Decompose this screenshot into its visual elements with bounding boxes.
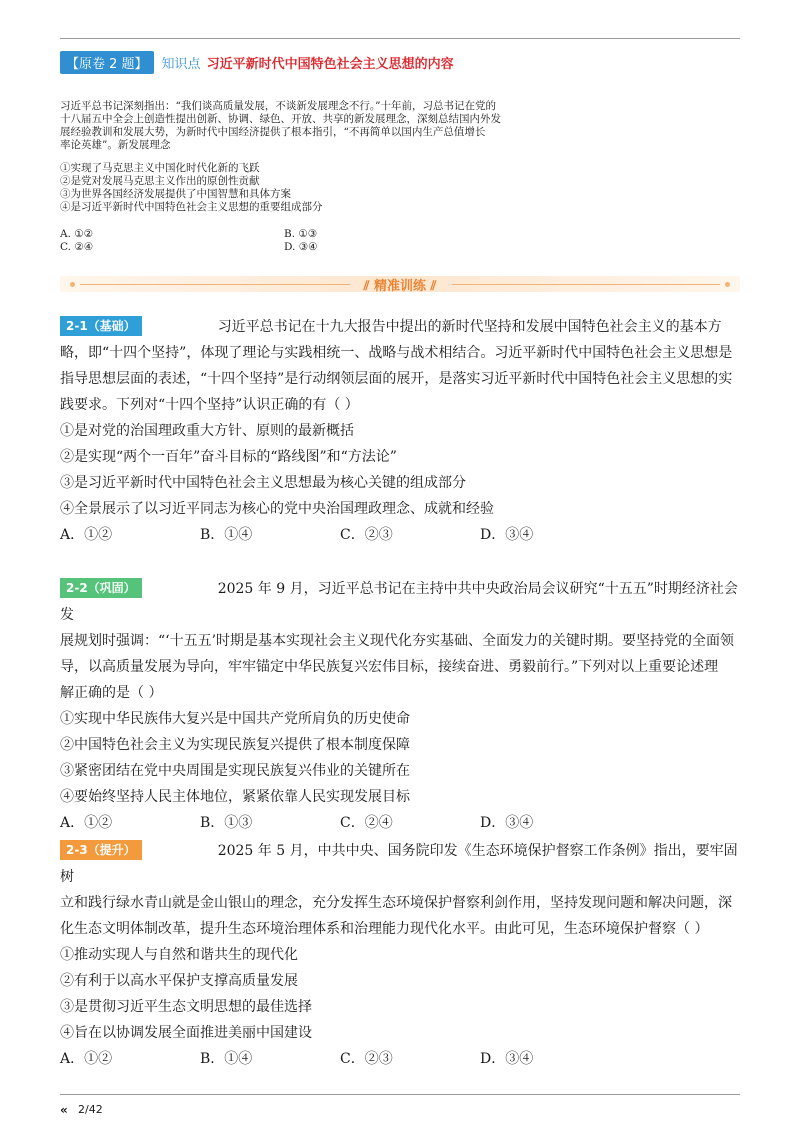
stem-line: 践要求。下列对“十四个坚持”认识正确的有（ ） — [60, 397, 359, 413]
choice-a[interactable]: A．①② — [60, 1051, 113, 1067]
question-badge: 2-2（巩固） — [60, 578, 142, 598]
stem-line: 略，即“十四个坚持”，体现了理论与实践相统一、战略与战术相结合。习近平新时代中国特色社会主义思想是 — [60, 345, 733, 361]
statement: ②是党对发展马克思主义作出的原创性贡献 — [60, 175, 260, 187]
stem-line: 化生态文明体制改革，提升生态环境治理体系和治理能力现代化水平。由此可见，生态环境保护督察（ ） — [60, 921, 709, 937]
original-question-tag: 【原卷 2 题】 — [60, 51, 154, 74]
stem-line: 率论英雄”。新发展理念 — [60, 139, 171, 151]
original-question-stem — [60, 100, 540, 152]
statement: ③为世界各国经济发展提供了中国智慧和具体方案 — [60, 188, 291, 200]
stem-line: 导，以高质量发展为导向，牢牢锚定中华民族复兴宏伟目标，接续奋进、勇毅前行。”下列对以上重要论述理 — [60, 659, 719, 675]
top-rule — [60, 38, 740, 39]
choice-b[interactable]: B．①④ — [200, 1051, 253, 1067]
question-stem-first-line — [60, 314, 742, 340]
question-badge: 2-3（提升） — [60, 840, 142, 860]
stem-line: 解正确的是（ ） — [60, 685, 163, 701]
statement: ④是习近平新时代中国特色社会主义思想的重要组成部分 — [60, 201, 323, 213]
stem-line: 立和践行绿水青山就是金山银山的理念，充分发挥生态环境保护督察利剑作用，坚持发现问题和解决问题，深 — [60, 895, 732, 911]
question-stem-first-line — [60, 576, 742, 628]
question-badge: 2-1（基础） — [60, 316, 142, 336]
choices-row — [60, 810, 742, 836]
choice-b[interactable]: B．①③ — [200, 815, 253, 831]
statement: ①实现了马克思主义中国化时代化新的飞跃 — [60, 162, 260, 174]
question-2-3 — [60, 838, 742, 1072]
stem-line: 指导思想层面的表述，“十四个坚持”是行动纲领层面的展开，是落实习近平新时代中国特色社会主义思想的实 — [60, 371, 733, 387]
double-slash-icon: ⫽ — [426, 279, 437, 294]
choice-b[interactable]: B．①④ — [200, 527, 253, 543]
choice-a[interactable]: A. ①② — [60, 228, 94, 240]
choice-a[interactable]: A．①② — [60, 527, 113, 543]
statement: ②中国特色社会主义为实现民族复兴提供了根本制度保障 — [60, 737, 410, 753]
statement: ①推动实现人与自然和谐共生的现代化 — [60, 947, 298, 963]
knowledge-point-label: 知识点 — [161, 56, 201, 72]
choice-a[interactable]: A．①② — [60, 815, 113, 831]
choice-d[interactable]: D．③④ — [480, 1051, 534, 1067]
choice-b[interactable]: B. ①③ — [284, 228, 318, 240]
statement: ③是习近平新时代中国特色社会主义思想最为核心关键的组成部分 — [60, 475, 466, 491]
banner-title — [60, 275, 740, 294]
choice-c[interactable]: C．②③ — [340, 1051, 393, 1067]
bottom-rule — [60, 1094, 740, 1095]
original-question-header — [60, 50, 454, 74]
footer-arrow-icon: « — [60, 1103, 68, 1117]
choice-d[interactable]: D．③④ — [480, 527, 534, 543]
original-question-statements — [60, 162, 540, 214]
choice-c[interactable]: C．②③ — [340, 527, 393, 543]
statement: ④旨在以协调发展全面推进美丽中国建设 — [60, 1025, 312, 1041]
choice-d[interactable]: D．③④ — [480, 815, 534, 831]
choices-row — [60, 522, 742, 548]
banner-title-text: 精准训练 — [373, 279, 426, 294]
section-banner — [60, 272, 740, 296]
stem-line: 展规划时强调：“‘十五五’时期是基本实现社会主义现代化夯实基础、全面发力的关键时期。要坚持党的全面领 — [60, 633, 735, 649]
question-stem-first-line — [60, 838, 742, 890]
statement: ①实现中华民族伟大复兴是中国共产党所肩负的历史使命 — [60, 711, 410, 727]
stem-line: 习近平总书记在十九大报告中提出的新时代坚持和发展中国特色社会主义的基本方 — [217, 319, 722, 335]
choice-c[interactable]: C．②④ — [340, 815, 393, 831]
stem-line: 十八届五中全会上创造性提出创新、协调、绿色、开放、共享的新发展理念，深刻总结国内外发 — [60, 113, 501, 125]
statement: ①是对党的治国理政重大方针、原则的最新概括 — [60, 423, 354, 439]
choice-d[interactable]: D. ③④ — [284, 241, 318, 253]
question-2-1 — [60, 314, 742, 548]
choices-row — [60, 1046, 742, 1072]
statement: ③紧密团结在党中央周围是实现民族复兴伟业的关键所在 — [60, 763, 410, 779]
original-question-choices — [60, 228, 540, 254]
knowledge-point-title: 习近平新时代中国特色社会主义思想的内容 — [206, 56, 454, 72]
stem-line: 习近平总书记深刻指出：“我们谈高质量发展，不谈新发展理念不行。”十年前，习总书记在党的 — [60, 100, 496, 112]
question-2-2 — [60, 576, 742, 836]
stem-line: 展经验教训和发展大势，为新时代中国经济提供了根本指引，“不再简单以国内生产总值增长 — [60, 126, 486, 138]
statement: ④要始终坚持人民主体地位，紧紧依靠人民实现发展目标 — [60, 789, 410, 805]
page-number: 2/42 — [78, 1103, 103, 1116]
stem-line: 2025 年 9 月，习近平总书记在主持中共中央政治局会议研究“十五五”时期经济社会发 — [60, 581, 738, 623]
choice-c[interactable]: C. ②④ — [60, 241, 94, 253]
stem-line: 2025 年 5 月，中共中央、国务院印发《生态环境保护督察工作条例》指出，要牢固树 — [60, 843, 738, 885]
statement: ④全景展示了以习近平同志为核心的党中央治国理政理念、成就和经验 — [60, 501, 494, 517]
statement: ②有利于以高水平保护支撑高质量发展 — [60, 973, 298, 989]
double-slash-icon: ⫽ — [363, 279, 374, 294]
statement: ③是贯彻习近平生态文明思想的最佳选择 — [60, 999, 312, 1015]
statement: ②是实现“两个一百年”奋斗目标的“路线图”和“方法论” — [60, 449, 397, 465]
